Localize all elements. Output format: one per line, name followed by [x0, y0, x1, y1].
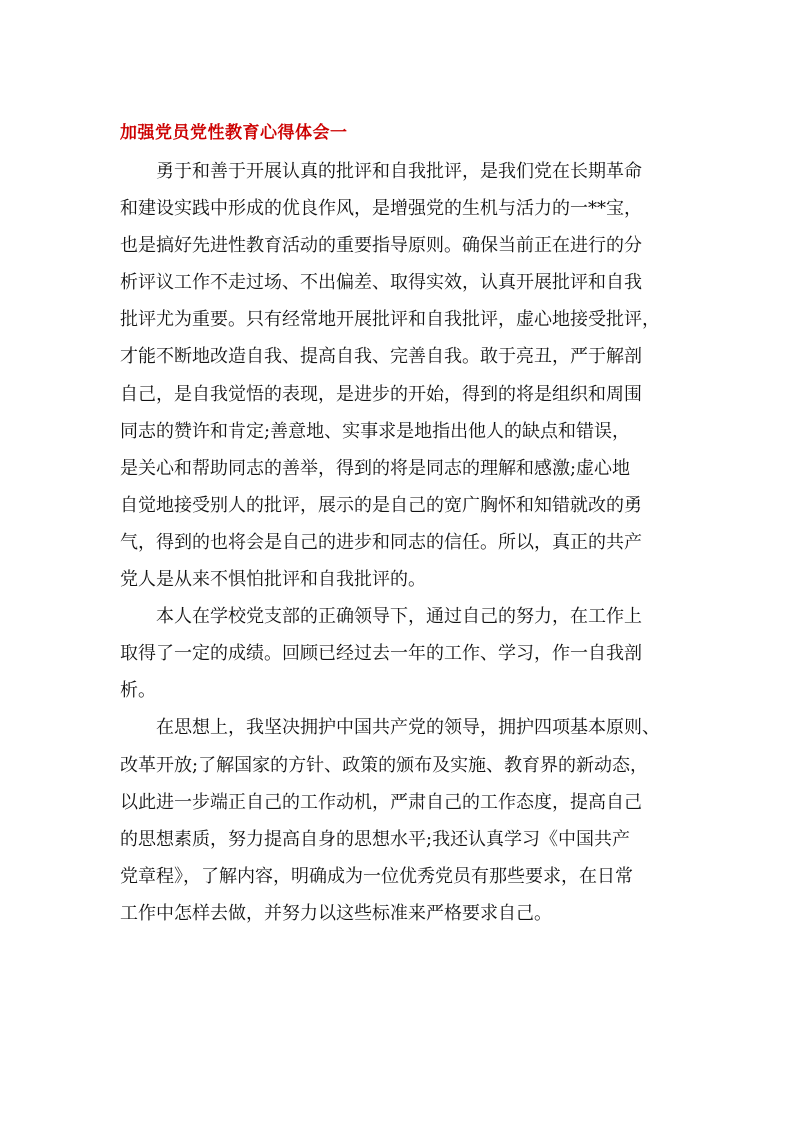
text-line: 党人是从来不惧怕批评和自我批评的。 — [120, 569, 426, 591]
text-line: 是关心和帮助同志的善举，得到的将是同志的理解和感激;虚心地 — [120, 457, 631, 479]
document-title: 加强党员党性教育心得体会一 — [120, 123, 348, 143]
text-line: 改革开放;了解国家的方针、政策的颁布及实施、教育界的新动态， — [120, 754, 649, 776]
text-line: 取得了一定的成绩。回顾已经过去一年的工作、学习，作一自我剖 — [120, 643, 642, 665]
text-line: 勇于和善于开展认真的批评和自我批评，是我们党在长期革命 — [156, 161, 642, 182]
text-line: 析评议工作不走过场、不出偏差、取得实效，认真开展批评和自我 — [120, 272, 642, 294]
text-line: 也是搞好先进性教育活动的重要指导原则。确保当前正在进行的分 — [120, 235, 642, 257]
text-line: 析。 — [120, 680, 156, 702]
document-body — [120, 153, 668, 932]
text-line: 和建设实践中形成的优良作风，是增强党的生机与活力的一**宝， — [120, 198, 642, 220]
paragraph — [120, 709, 668, 932]
text-line: 批评尤为重要。只有经常地开展批评和自我批评，虚心地接受批评， — [120, 309, 660, 331]
paragraph — [120, 153, 668, 598]
text-line: 自觉地接受别人的批评，展示的是自己的宽广胸怀和知错就改的勇 — [120, 494, 642, 516]
text-line: 本人在学校党支部的正确领导下，通过自己的努力，在工作上 — [156, 606, 642, 628]
text-line: 在思想上，我坚决拥护中国共产党的领导，拥护四项基本原则、 — [156, 717, 660, 739]
text-line: 工作中怎样去做，并努力以这些标准来严格要求自己。 — [120, 902, 552, 924]
text-line: 党章程》，了解内容，明确成为一位优秀党员有那些要求，在日常 — [120, 865, 633, 887]
text-line: 的思想素质，努力提高自身的思想水平;我还认真学习《中国共产 — [120, 828, 631, 850]
text-line: 气，得到的也将会是自己的进步和同志的信任。所以，真正的共产 — [120, 531, 642, 553]
text-line: 才能不断地改造自我、提高自我、完善自我。敢于亮丑，严于解剖 — [120, 346, 642, 368]
text-line: 同志的赞许和肯定;善意地、实事求是地指出他人的缺点和错误， — [120, 420, 631, 442]
text-line: 以此进一步端正自己的工作动机，严肃自己的工作态度，提高自己 — [120, 791, 642, 813]
text-line: 自己，是自我觉悟的表现，是进步的开始，得到的将是组织和周围 — [120, 383, 642, 405]
paragraph — [120, 598, 668, 709]
